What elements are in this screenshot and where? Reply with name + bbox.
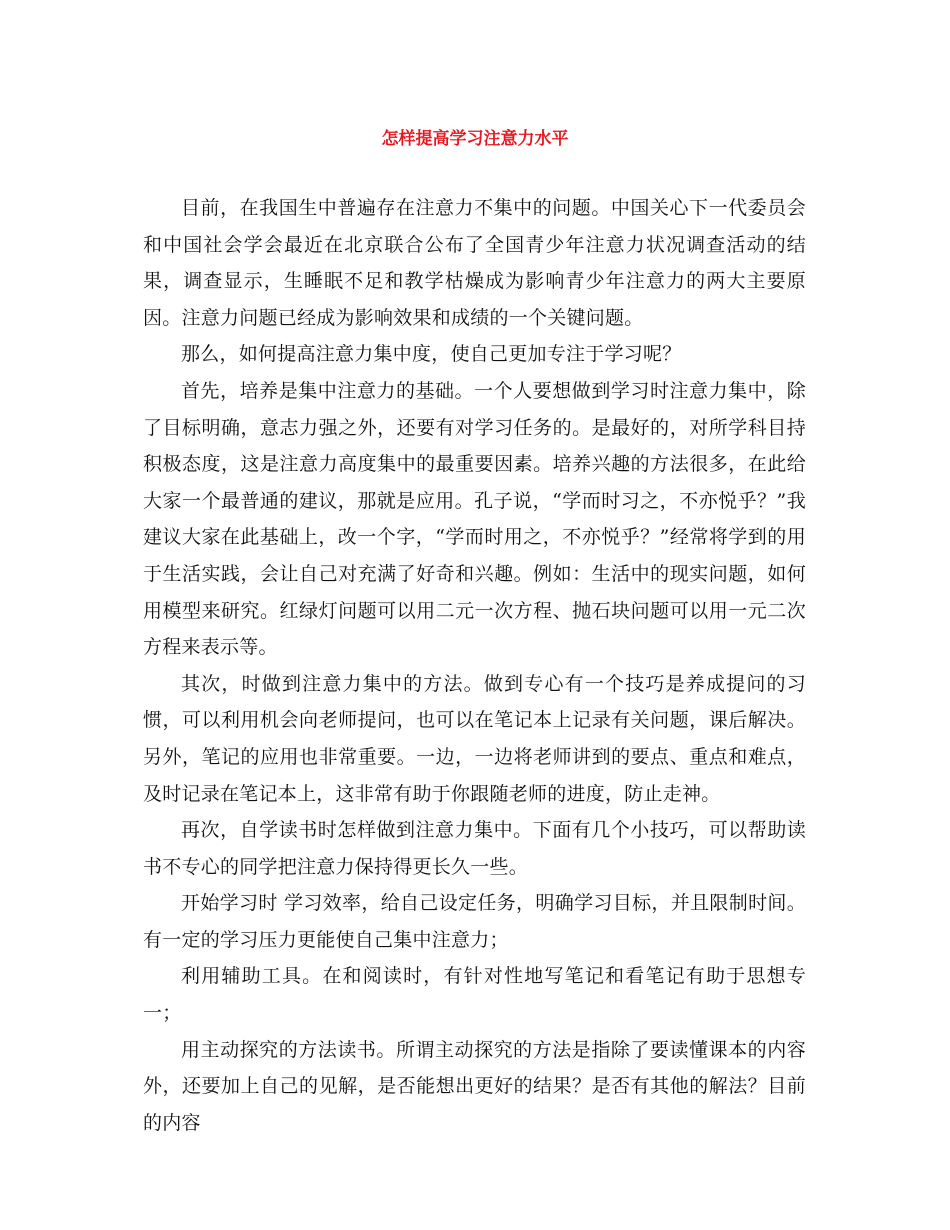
paragraph-intro: 目前，在我国生中普遍存在注意力不集中的问题。中国关心下一代委员会和中国社会学会最近在北京联合公布了全国青少年注意力状况调查活动的结果，调查显示，生睡眠不足和教学枯燥成为影响青少年注意力的两大主要原因。注意力问题已经成为影响效果和成绩的一个关键问题。 (143, 197, 806, 329)
paragraph-tip-2: 利用辅助工具。在和阅读时，有针对性地写笔记和看笔记有助于思想专一； (143, 965, 806, 1025)
paragraph-tip-1: 开始学习时 学习效率，给自己设定任务，明确学习目标，并且限制时间。有一定的学习压力更能使自己集中注意力； (143, 892, 806, 951)
paragraph-tip-3: 用主动探究的方法读书。所谓主动探究的方法是指除了要读懂课本的内容外，还要加上自己的见解，是否能想出更好的结果？是否有其他的解法？目前的内容 (143, 1038, 806, 1134)
paragraph-second: 其次，时做到注意力集中的方法。做到专心有一个技巧是养成提问的习惯，可以利用机会向老师提问，也可以在笔记本上记录有关问题，课后解决。另外，笔记的应用也非常重要。一边，一边将老师讲到的要点、重点和难点，及时记录在笔记本上，这非常有助于你跟随老师的进度，防止走神。 (143, 672, 806, 805)
paragraph-first: 首先，培养是集中注意力的基础。一个人要想做到学习时注意力集中，除了目标明确，意志力强之外，还要有对学习任务的。是最好的，对所学科目持积极态度，这是注意力高度集中的最重要因素。培养兴趣的方法很多，在此给大家一个最普通的建议，那就是应用。孔子说，“学而时习之，不亦悦乎？”我建议大家在此基础上，改一个字，“学而时用之，不亦悦乎？”经常将学到的用于生活实践，会让自己对充满了好奇和兴趣。例如：生活中的现实问题，如何用模型来研究。红绿灯问题可以用二元一次方程、抛石块问题可以用一元二次方程来表示等。 (143, 379, 806, 659)
document-title: 怎样提高学习注意力水平 (381, 129, 569, 149)
paragraph-third: 再次，自学读书时怎样做到注意力集中。下面有几个小技巧，可以帮助读书不专心的同学把注意力保持得更长久一些。 (143, 819, 806, 878)
document-body (143, 190, 806, 1141)
paragraph-question: 那么，如何提高注意力集中度，使自己更加专注于学习呢？ (181, 343, 682, 366)
